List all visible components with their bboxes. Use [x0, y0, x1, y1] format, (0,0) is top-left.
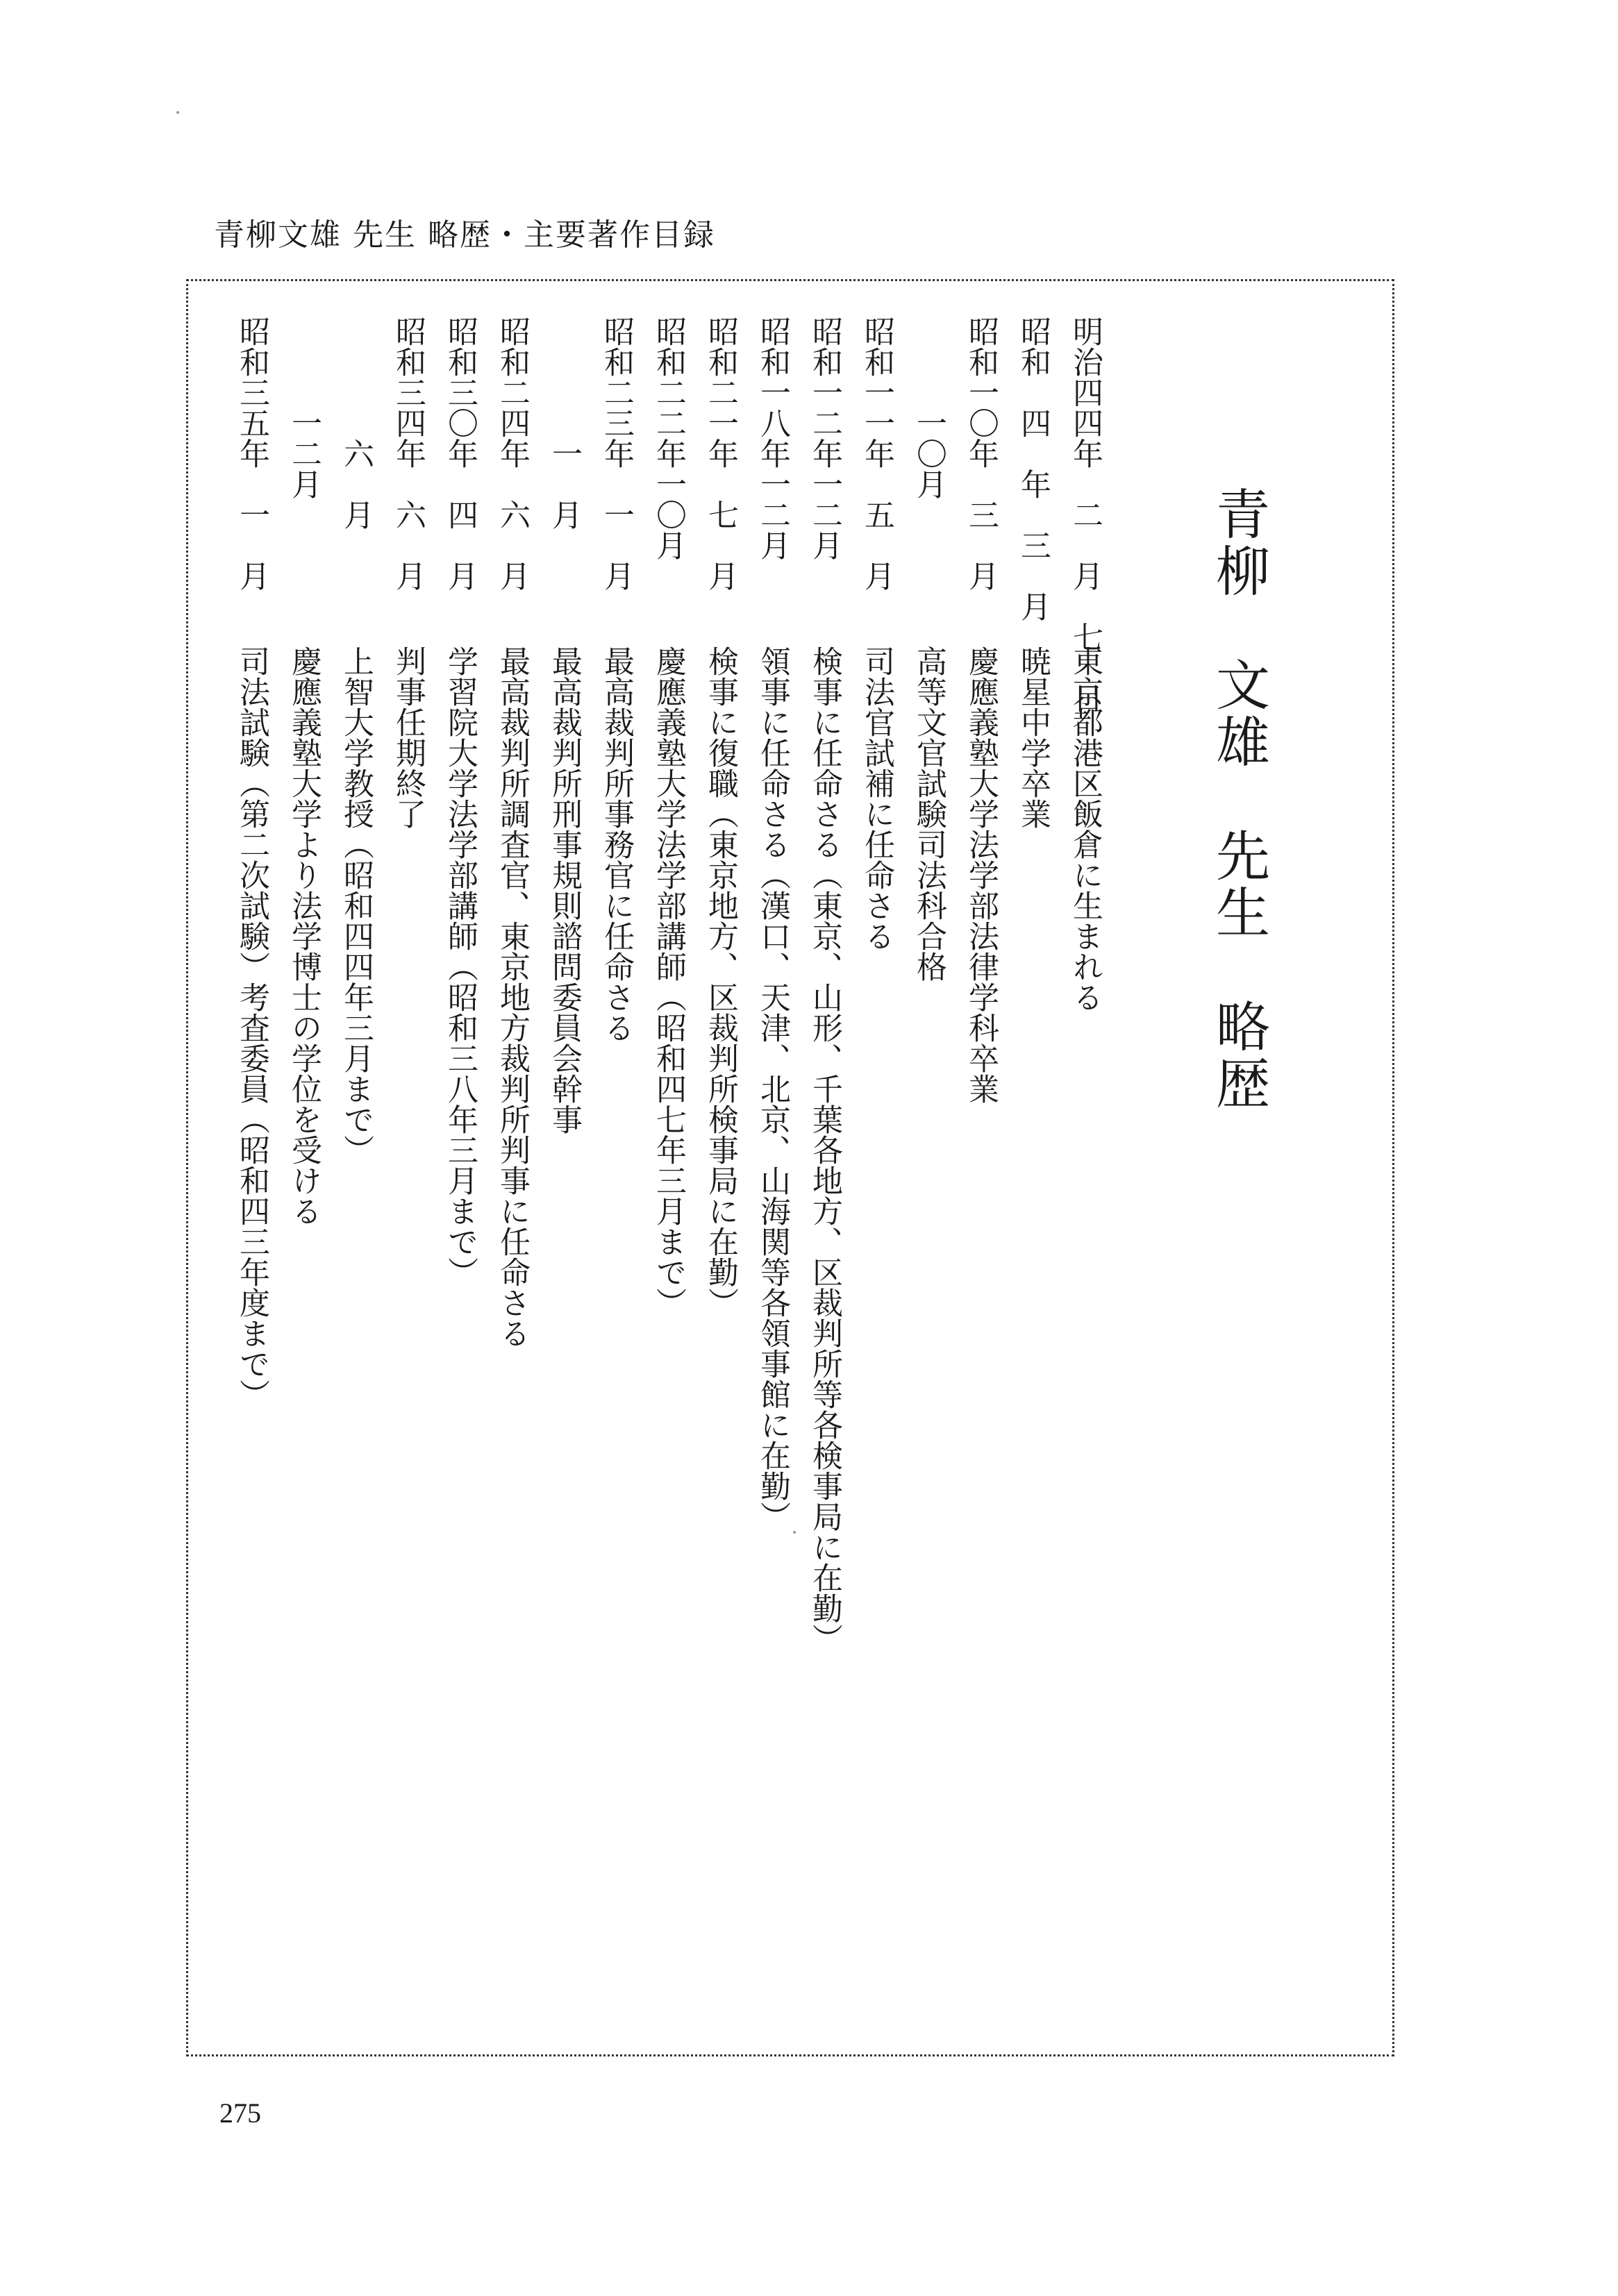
- chronology-entry: [382, 316, 434, 1649]
- entry-text: 慶應義塾大学法学部法律学科卒業: [963, 646, 999, 1104]
- chronology-entry: [278, 316, 330, 1649]
- entry-date: 六 月: [338, 316, 374, 530]
- page-title: 青柳 文雄 先生 略歴: [1207, 486, 1269, 1112]
- entry-date: 昭和二三年 一 月: [599, 316, 634, 591]
- entry-text: 学習院大学法学部講師（昭和三八年三月まで）: [442, 646, 478, 1287]
- scan-speck: [793, 1531, 796, 1534]
- chronology-entry: [799, 316, 851, 1654]
- entry-text: 慶應義塾大学法学部講師（昭和四七年三月まで）: [651, 646, 686, 1318]
- entry-text: 検事に任命さる（東京、山形、千葉各地方、区裁判所等各検事局に在勤）: [807, 646, 842, 1654]
- entry-text: 領事に任命さる（漢口、天津、北京、山海関等各領事館に在勤）: [755, 646, 790, 1532]
- chronology-entry: [642, 316, 694, 1649]
- chronology-list: [226, 316, 1111, 1654]
- entry-text: 司法官試補に任命さる: [859, 646, 894, 951]
- chronology-entry: [1059, 316, 1111, 1649]
- chronology-entry: [851, 316, 903, 1649]
- entry-text: 判事任期終了: [390, 646, 426, 829]
- entry-text: 検事に復職（東京地方、区裁判所検事局に在勤）: [703, 646, 738, 1318]
- chronology-entry: [955, 316, 1007, 1649]
- entry-text: 上智大学教授（昭和四四年三月まで）: [338, 646, 374, 1165]
- entry-date: 明治四四年 二 月 七 日: [1067, 316, 1103, 713]
- entry-date: 昭和二四年 六 月: [494, 316, 530, 591]
- entry-date: 昭和三五年 一 月: [234, 316, 269, 591]
- scan-speck: [176, 111, 179, 114]
- chronology-entry: [747, 316, 799, 1649]
- entry-date: 昭和三〇年 四 月: [442, 316, 478, 591]
- chronology-entry: [903, 316, 955, 1649]
- chronology-entry: [538, 316, 590, 1649]
- entry-date: 昭和三四年 六 月: [390, 316, 426, 591]
- chronology-entry: [590, 316, 642, 1649]
- entry-text: 高等文官試験司法科合格: [911, 646, 946, 982]
- entry-text: 最高裁判所調査官、東京地方裁判所判事に任命さる: [494, 646, 530, 1348]
- page-number: 275: [219, 2097, 261, 2129]
- chronology-entry: [694, 316, 747, 1649]
- entry-text: 東京都港区飯倉に生まれる: [1067, 646, 1103, 1012]
- chronology-entry: [330, 316, 382, 1649]
- chronology-entry: [1007, 316, 1059, 1649]
- entry-text: 慶應義塾大学より法学博士の学位を受ける: [286, 646, 322, 1226]
- chronology-entry: [486, 316, 538, 1649]
- chronology-entry: [226, 316, 278, 1649]
- entry-date: 一二月: [286, 316, 322, 499]
- entry-date: 一〇月: [911, 316, 946, 499]
- entry-date: 昭和一〇年 三 月: [963, 316, 999, 591]
- running-header: 青柳文雄 先生 略歴・主要著作目録: [214, 217, 715, 253]
- entry-date: 昭和 四 年 三 月: [1015, 316, 1051, 621]
- entry-date: 昭和二一年 七 月: [703, 316, 738, 591]
- entry-date: 昭和一二年一二月: [807, 316, 842, 560]
- chronology-entry: [434, 316, 486, 1649]
- entry-text: 最高裁判所事務官に任命さる: [599, 646, 634, 1043]
- entry-date: 昭和二二年一〇月: [651, 316, 686, 560]
- entry-date: 昭和一八年一二月: [755, 316, 790, 560]
- entry-text: 最高裁判所刑事規則諮問委員会幹事: [547, 646, 582, 1134]
- entry-date: 昭和一一年 五 月: [859, 316, 894, 591]
- entry-text: 暁星中学卒業: [1015, 646, 1051, 829]
- entry-text: 司法試験（第二次試験）考査委員（昭和四三年度まで）: [234, 646, 269, 1409]
- entry-date: 一 月: [547, 316, 582, 530]
